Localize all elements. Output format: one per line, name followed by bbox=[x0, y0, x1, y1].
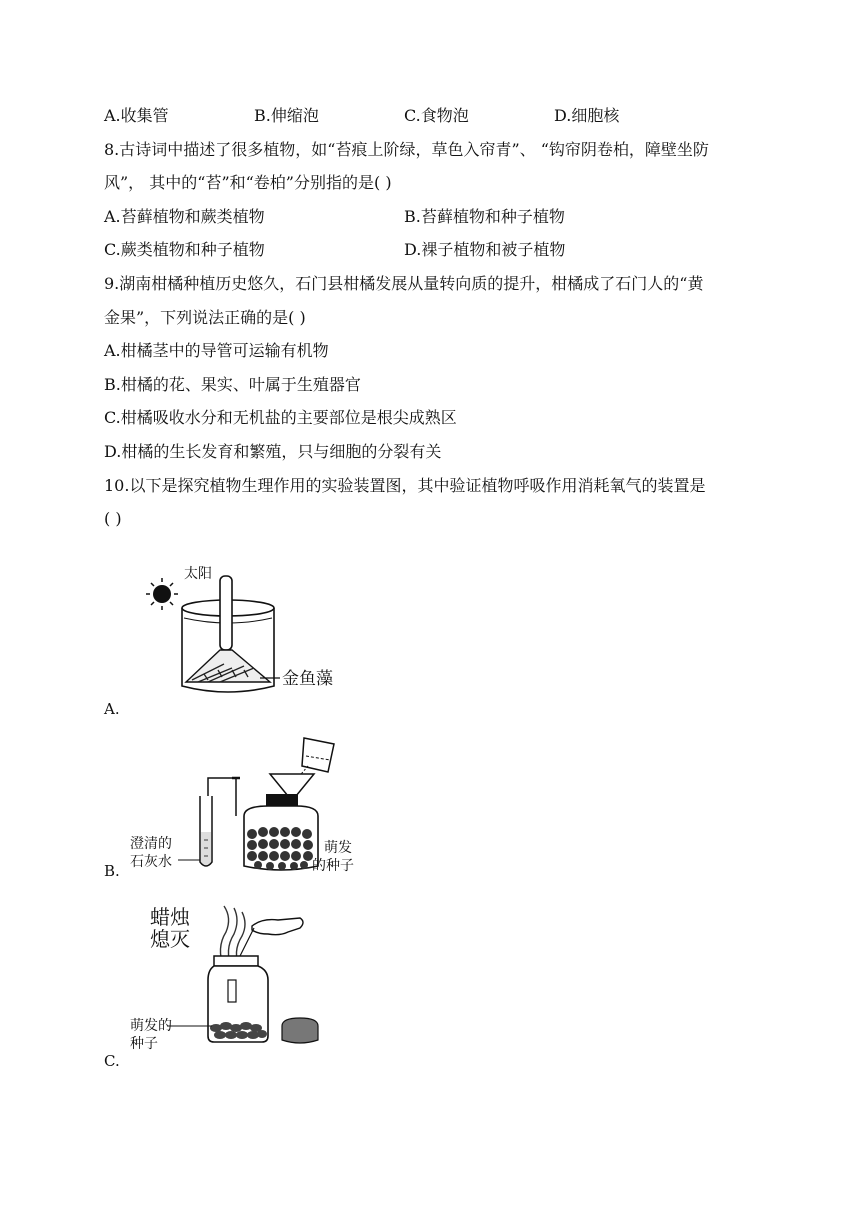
seeds-label-2: 的种子 bbox=[312, 858, 354, 874]
q7-option-c: C.食物泡 bbox=[404, 106, 469, 125]
q7-option-b: B.伸缩泡 bbox=[254, 106, 319, 125]
figure-b-co2-apparatus bbox=[128, 732, 378, 878]
q7-option-a: A.收集管 bbox=[104, 106, 169, 125]
q9-option-a: A.柑橘茎中的导管可运输有机物 bbox=[104, 341, 329, 360]
limewater-label-1: 澄清的 bbox=[130, 836, 172, 852]
q8-option-b: B.苔藓植物和种子植物 bbox=[404, 207, 565, 226]
figure-a-option: A. bbox=[104, 700, 120, 718]
q8-option-d: D.裸子植物和被子植物 bbox=[404, 240, 566, 259]
figure-c-candle-apparatus bbox=[128, 896, 348, 1054]
plant-label: 金鱼藻 bbox=[282, 669, 333, 689]
q8-stem-line-2: 风”， 其中的“苔”和“卷柏”分别指的是( ) bbox=[104, 173, 392, 192]
q9-option-c: C.柑橘吸收水分和无机盐的主要部位是根尖成熟区 bbox=[104, 408, 457, 427]
q9-stem-line-2: 金果”，下列说法正确的是( ) bbox=[104, 308, 306, 327]
q7-option-d: D.细胞核 bbox=[554, 106, 620, 125]
germinating-seeds-icon bbox=[210, 1022, 267, 1039]
figure-b-option: B. bbox=[104, 862, 120, 880]
sun-icon bbox=[146, 578, 178, 610]
q9-option-d: D.柑橘的生长发育和繁殖，只与细胞的分裂有关 bbox=[104, 442, 442, 461]
q10-stem-line-1: 10.以下是探究植物生理作用的实验装置图，其中验证植物呼吸作用消耗氧气的装置是 bbox=[104, 476, 706, 495]
sun-label: 太阳 bbox=[184, 566, 212, 582]
jar-lid-icon bbox=[282, 1018, 318, 1043]
limewater-label-2: 石灰水 bbox=[130, 854, 172, 870]
candle-icon bbox=[228, 980, 236, 1002]
limewater-tube-icon bbox=[200, 796, 212, 866]
test-tube-icon bbox=[220, 576, 232, 650]
q9-stem-line-1: 9.湖南柑橘种植历史悠久，石门县柑橘发展从量转向质的提升，柑橘成了石门人的“黄 bbox=[104, 274, 704, 293]
q9-option-b: B.柑橘的花、果实、叶属于生殖器官 bbox=[104, 375, 361, 394]
q10-stem-line-2: ( ) bbox=[104, 509, 122, 528]
glass-tube-icon bbox=[208, 778, 240, 860]
candle-label-1: 蜡烛 bbox=[150, 905, 190, 929]
figure-c-option: C. bbox=[104, 1052, 120, 1070]
candle-label-2: 熄灭 bbox=[150, 927, 190, 951]
hand-icon bbox=[252, 918, 303, 935]
seeds-label-2: 种子 bbox=[130, 1036, 158, 1052]
figure-a-photosynthesis-apparatus bbox=[128, 556, 368, 700]
seeds-label-1: 萌发 bbox=[324, 840, 352, 856]
q8-option-a: A.苔藓植物和蕨类植物 bbox=[104, 207, 265, 226]
q8-stem-line-1: 8.古诗词中描述了很多植物，如“苔痕上阶绿，草色入帘青”、 “钩帘阴卷柏，障壁坐防 bbox=[104, 140, 709, 159]
seeds-label-1: 萌发的 bbox=[130, 1018, 172, 1034]
q8-option-c: C.蕨类植物和种子植物 bbox=[104, 240, 265, 259]
